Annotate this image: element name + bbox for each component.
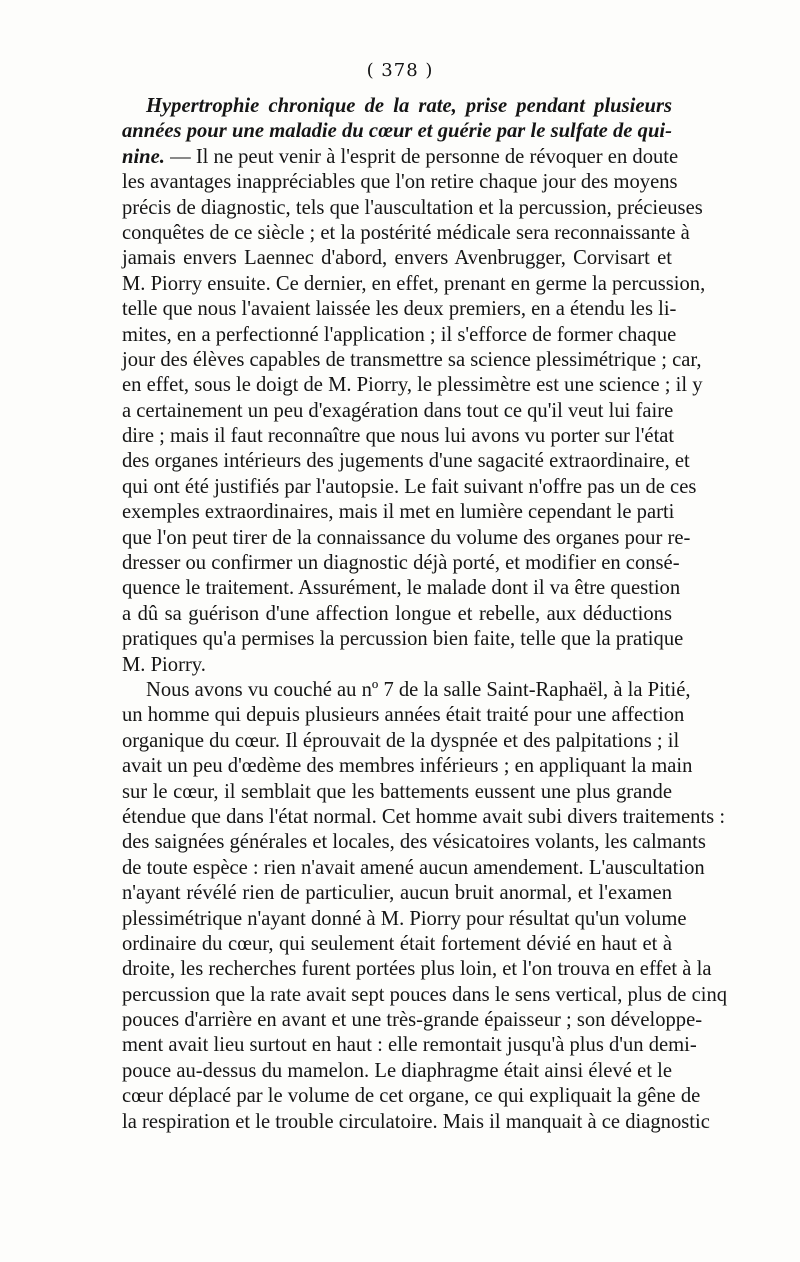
line-text: précis de diagnostic, tels que l'auscultation et la percussion, précieuses [122,196,703,219]
line-text: organique du cœur. Il éprouvait de la dyspnée et des palpitations ; il [122,729,680,752]
line-text: M. Piorry ensuite. Ce dernier, en effet, prenant en germe la percussion, [122,272,706,295]
line-text: avait un peu d'œdème des membres inférieurs ; en appliquant la main [122,755,693,778]
text-line [122,526,691,551]
line-text: qui ont été justifiés par l'autopsie. Le fait suivant n'offre pas un de ces [122,475,697,498]
paragraph [122,678,728,1135]
text-line [122,323,677,348]
line-text: M. Piorry. [122,653,206,676]
line-text: en effet, sous le doigt de M. Piorry, le plessimètre est une science ; il y [122,374,703,397]
text-line [122,119,672,144]
line-text: pratiques qu'a permises la percussion bien faite, telle que la pratique [122,628,684,651]
text-line [122,170,678,195]
section-title: années pour une maladie du cœur et guérie par le sulfate de qui- [122,120,672,143]
text-line [122,703,685,728]
text-line [122,196,703,221]
line-text: dire ; mais il faut reconnaître que nous lui avons vu porter sur l'état [122,425,675,448]
text-line [122,602,672,627]
text-line [122,1008,703,1033]
text-line [122,551,680,576]
text-line [122,754,693,779]
line-text: de toute espèce : rien n'avait amené aucun amendement. L'auscultation [122,856,705,879]
line-text: Nous avons vu couché au nº 7 de la salle Saint-Raphaël, à la Pitié, [146,678,691,701]
text-line [122,348,702,373]
line-text: ordinaire du cœur, qui seulement était fortement dévié en haut et à [122,932,672,955]
section-title: Hypertrophie chronique de la rate, prise pendant plusieurs [146,95,672,117]
text-line [122,957,712,982]
text-line [122,830,706,855]
text-line [122,221,690,246]
line-text: des saignées générales et locales, des vésicatoires volants, les calmants [122,831,706,854]
line-text: que l'on peut tirer de la connaissance du volume des organes pour re- [122,526,691,549]
line-text: cœur déplacé par le volume de cet organe, ce qui expliquait la gêne de [122,1085,701,1108]
line-text: droite, les recherches furent portées plus loin, et l'on trouva en effet à la [122,958,712,981]
line-text: ment avait lieu surtout en haut : elle remontait jusqu'à plus d'un demi- [122,1034,697,1057]
line-text: pouces d'arrière en avant et une très-grande épaisseur ; son développe- [122,1009,703,1032]
text-line [122,145,679,170]
text-line [122,653,672,678]
text-line [122,399,672,424]
text-line [122,1059,672,1084]
line-text: — Il ne peut venir à l'esprit de personne de révoquer en doute [164,145,679,168]
text-line [122,881,672,906]
text-line [122,856,705,881]
text-line [122,805,726,830]
text-line [122,576,681,601]
line-text: n'ayant révélé rien de particulier, aucun bruit anormal, et l'examen [122,882,672,905]
line-text: jour des élèves capables de transmettre sa science plessimétrique ; car, [122,348,702,371]
text-line [122,932,672,957]
text-line [122,297,677,322]
line-text: a dû sa guérison d'une affection longue et rebelle, aux déductions [122,602,672,625]
text-line [122,272,706,297]
section-title: nine. [122,145,165,168]
line-text: percussion que la rate avait sept pouces dans le sens vertical, plus de cinq [122,983,728,1006]
line-text: quence le traitement. Assurément, le malade dont il va être question [122,577,681,600]
body-text [122,94,728,1135]
text-line [122,475,697,500]
text-line [122,424,675,449]
text-line [122,500,675,525]
text-line [122,1033,697,1058]
line-text: telle que nous l'avaient laissée les deux premiers, en a étendu les li- [122,298,677,321]
text-line [122,449,690,474]
line-text: la respiration et le trouble circulatoire. Mais il manquait à ce diagnostic [122,1110,710,1133]
text-line [122,373,703,398]
text-line [122,1110,710,1135]
line-text: dresser ou confirmer un diagnostic déjà porté, et modifier en consé- [122,552,680,575]
line-text: des organes intérieurs des jugements d'une sagacité extraordinaire, et [122,450,690,473]
text-line [122,678,691,703]
text-line [122,1084,701,1109]
text-line [122,907,687,932]
line-text: mites, en a perfectionné l'application ; il s'efforce de former chaque [122,323,677,346]
text-line [122,780,672,805]
text-line [122,94,672,119]
line-text: conquêtes de ce siècle ; et la postérité médicale sera reconnaissante à [122,221,690,244]
line-text: sur le cœur, il semblait que les battements eussent une plus grande [122,780,672,803]
line-text: les avantages inappréciables que l'on retire chaque jour des moyens [122,171,678,194]
line-text: jamais envers Laennec d'abord, envers Avenbrugger, Corvisart et [122,247,672,270]
line-text: pouce au-dessus du mamelon. Le diaphragme était ainsi élevé et le [122,1059,672,1082]
text-line [122,246,672,271]
line-text: plessimétrique n'ayant donné à M. Piorry pour résultat qu'un volume [122,907,687,930]
paragraph [122,94,706,678]
text-line [122,627,684,652]
page-number: ( 378 ) [366,60,434,81]
line-text: un homme qui depuis plusieurs années était traité pour une affection [122,704,685,727]
text-line [122,983,728,1008]
line-text: a certainement un peu d'exagération dans tout ce qu'il veut lui faire [122,399,674,422]
line-text: étendue que dans l'état normal. Cet homme avait subi divers traitements : [122,805,726,828]
line-text: exemples extraordinaires, mais il met en lumière cependant le parti [122,501,675,524]
text-line [122,729,680,754]
